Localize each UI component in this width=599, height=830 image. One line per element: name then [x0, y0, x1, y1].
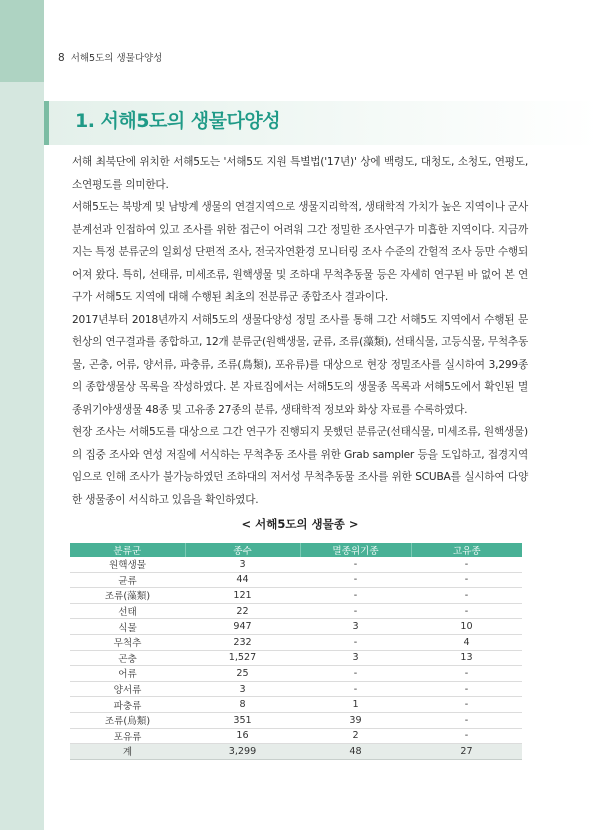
- cell-species-count: 25: [185, 666, 300, 682]
- cell-endangered: -: [300, 557, 411, 572]
- cell-taxon: 양서류: [70, 681, 185, 697]
- cell-endangered: -: [300, 572, 411, 588]
- cell-endemic: -: [411, 681, 522, 697]
- cell-endangered: -: [300, 666, 411, 682]
- header-taxon: 분류군: [70, 543, 185, 557]
- cell-endangered: 2: [300, 728, 411, 744]
- cell-endangered: -: [300, 681, 411, 697]
- cell-endemic: 13: [411, 650, 522, 666]
- body-text: [72, 151, 528, 511]
- table-row: [70, 728, 522, 744]
- cell-taxon: 조류(鳥類): [70, 712, 185, 728]
- cell-endemic: 27: [411, 744, 522, 760]
- paragraph: 2017년부터 2018년까지 서해5도의 생물다양성 정밀 조사를 통해 그간 서해5도 지역에서 수행된 문헌상의 연구결과를 종합하고, 12개 분류군(원핵생물, 균류, 조류(藻類), 선태식물, 고등식물, 무척추동물, 곤충, 어류, 양서류, 파충류, 조류(鳥類), 포유류)를 대상으로 현장 정밀조사를 실시하여 3,299종의 종합생물상 목록을 작성하였다. 본 자료집에서는 서해5도의 생물종 목록과 서해5도에서 확인된 멸종위기야생생물 48종 및 고유종 27종의 분류, 생태학적 정보와 화상 자료를 수록하였다.: [72, 313, 528, 416]
- page-number: 8: [58, 52, 65, 64]
- table-caption: < 서해5도의 생물종 >: [241, 517, 359, 531]
- paragraph: 현장 조사는 서해5도를 대상으로 그간 연구가 진행되지 못했던 분류군(선태식물, 미세조류, 원핵생물)의 집중 조사와 연성 저질에 서식하는 무척추동 조사를 위한 Grab sampler 등을 도입하고, 접경지역임으로 인해 조사가 불가능하였던 조하대의 저서성 무척추동물 조사를 위한 SCUBA를 실시하여 다양한 생물종이 서식하고 있음을 확인하였다.: [72, 426, 528, 506]
- cell-endemic: -: [411, 588, 522, 604]
- table-row: [70, 603, 522, 619]
- table-row: [70, 712, 522, 728]
- section-title: 1. 서해5도의 생물다양성: [75, 110, 281, 132]
- cell-endangered: 3: [300, 650, 411, 666]
- cell-taxon: 식물: [70, 619, 185, 635]
- cell-species-count: 121: [185, 588, 300, 604]
- cell-endangered: 1: [300, 697, 411, 713]
- side-band-accent: [0, 0, 44, 82]
- cell-endangered: -: [300, 588, 411, 604]
- cell-taxon: 파충류: [70, 697, 185, 713]
- table-row: [70, 650, 522, 666]
- side-band: [0, 0, 44, 830]
- table-row: [70, 634, 522, 650]
- cell-species-count: 3: [185, 557, 300, 572]
- cell-taxon: 계: [70, 744, 185, 760]
- cell-species-count: 3: [185, 681, 300, 697]
- table-row: [70, 619, 522, 635]
- cell-taxon: 곤충: [70, 650, 185, 666]
- header-endemic: 고유종: [411, 543, 522, 557]
- cell-endangered: 48: [300, 744, 411, 760]
- paragraph: 서해 최북단에 위치한 서해5도는 '서해5도 지원 특별법('17년)' 상에 백령도, 대청도, 소청도, 연평도, 소연평도를 의미한다.: [72, 156, 528, 191]
- cell-species-count: 8: [185, 697, 300, 713]
- cell-species-count: 947: [185, 619, 300, 635]
- table-row: [70, 697, 522, 713]
- cell-species-count: 16: [185, 728, 300, 744]
- table-row: [70, 681, 522, 697]
- cell-species-count: 1,527: [185, 650, 300, 666]
- cell-taxon: 조류(藻類): [70, 588, 185, 604]
- cell-species-count: 44: [185, 572, 300, 588]
- cell-species-count: 351: [185, 712, 300, 728]
- header-endangered: 멸종위기종: [300, 543, 411, 557]
- header-species-count: 종수: [185, 543, 300, 557]
- cell-taxon: 포유류: [70, 728, 185, 744]
- cell-endemic: 10: [411, 619, 522, 635]
- table-body: [70, 557, 522, 759]
- cell-endemic: -: [411, 666, 522, 682]
- cell-endemic: -: [411, 572, 522, 588]
- table-row: [70, 588, 522, 604]
- paragraph: 서해5도는 북방계 및 남방계 생물의 연결지역으로 생물지리학적, 생태학적 가치가 높은 지역이나 군사분계선과 인접하여 있고 조사를 위한 접근이 어려워 그간 정밀한 조사연구가 미흡한 지역이다. 지금까지는 특정 분류군의 일회성 단편적 조사, 전국자연환경 모니터링 조사 수준의 간헐적 조사 등만 수행되어져 왔다. 특히, 선태류, 미세조류, 원핵생물 및 조하대 무척추동물 등은 자세히 연구된 바 없어 본 연구가 서해5도 지역에 대해 수행된 최초의 전분류군 종합조사 결과이다.: [72, 201, 528, 303]
- table-row: [70, 557, 522, 572]
- cell-taxon: 원핵생물: [70, 557, 185, 572]
- table-row: [70, 666, 522, 682]
- cell-taxon: 균류: [70, 572, 185, 588]
- table-row: [70, 572, 522, 588]
- cell-endemic: -: [411, 557, 522, 572]
- cell-species-count: 3,299: [185, 744, 300, 760]
- cell-endangered: 39: [300, 712, 411, 728]
- cell-endemic: -: [411, 712, 522, 728]
- cell-endangered: 3: [300, 619, 411, 635]
- cell-species-count: 22: [185, 603, 300, 619]
- cell-endangered: -: [300, 603, 411, 619]
- cell-endemic: -: [411, 603, 522, 619]
- cell-taxon: 어류: [70, 666, 185, 682]
- cell-endangered: -: [300, 634, 411, 650]
- cell-endemic: -: [411, 697, 522, 713]
- species-table: [70, 543, 522, 760]
- table-total-row: [70, 744, 522, 760]
- running-title: 서해5도의 생물다양성: [70, 53, 163, 64]
- cell-taxon: 선태: [70, 603, 185, 619]
- running-header: [58, 50, 162, 64]
- cell-species-count: 232: [185, 634, 300, 650]
- table-header-row: [70, 543, 522, 557]
- cell-endemic: 4: [411, 634, 522, 650]
- cell-taxon: 무척추: [70, 634, 185, 650]
- cell-endemic: -: [411, 728, 522, 744]
